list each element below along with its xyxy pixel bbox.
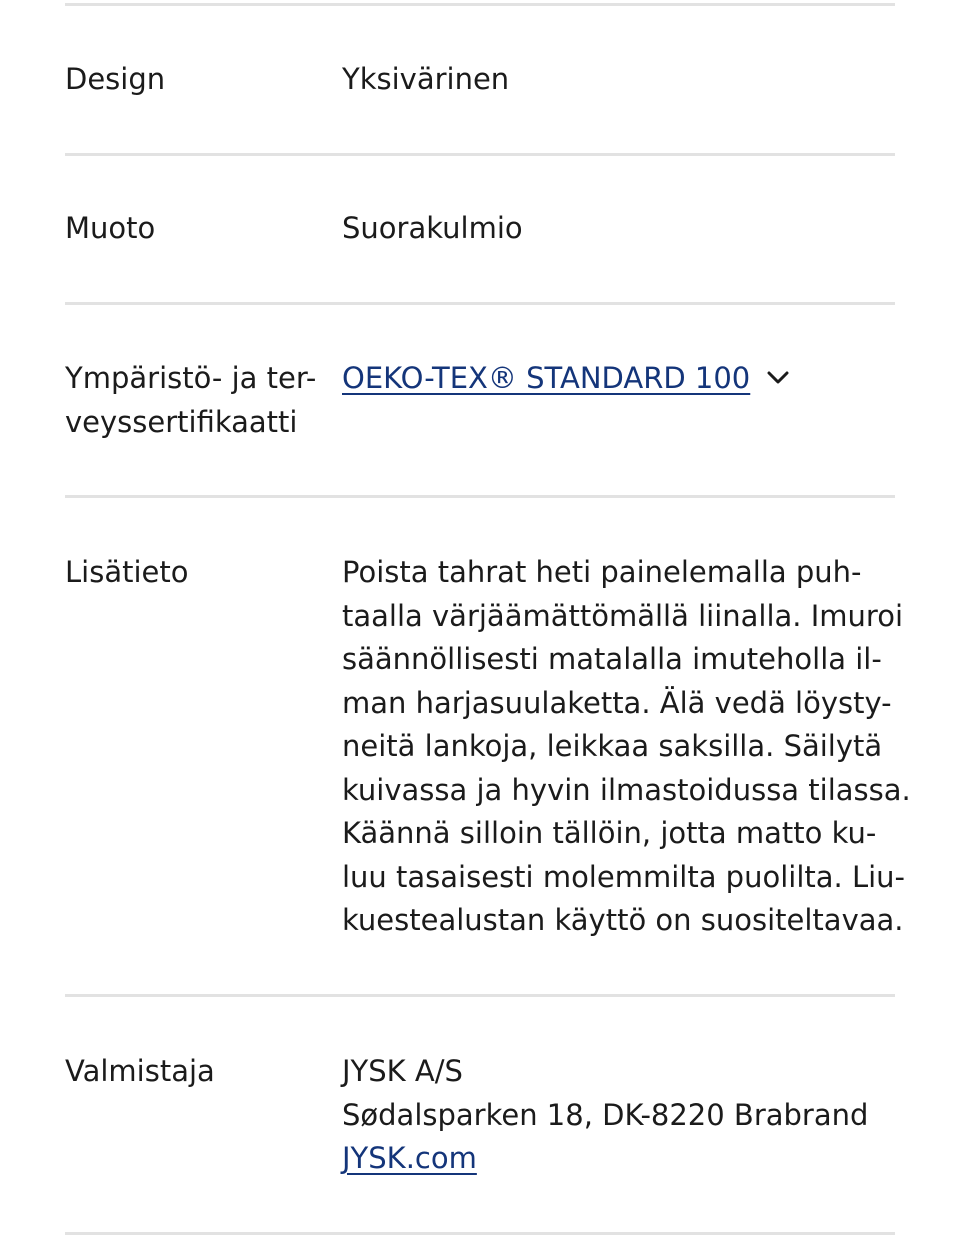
text-line: luu tasaisesti molemmilta puolilta. Liu- — [342, 859, 906, 894]
spec-value-sertifikaatti — [342, 357, 895, 401]
row-divider — [65, 153, 895, 156]
label-line: Ympäristö- ja ter- — [65, 361, 317, 395]
chevron-down-icon[interactable] — [766, 355, 790, 399]
row-divider — [65, 3, 895, 6]
spec-value-lisatieto — [342, 551, 911, 943]
spec-label-design: Design — [65, 62, 166, 96]
spec-value-design: Yksivärinen — [342, 62, 510, 96]
text-line: neitä lankoja, leikkaa saksilla. Säilytä — [342, 729, 883, 763]
label-line: veyssertifikaatti — [65, 404, 298, 439]
spec-label-sertifikaatti — [65, 357, 320, 444]
spec-label-valmistaja: Valmistaja — [65, 1054, 215, 1088]
row-divider — [65, 302, 895, 305]
row-divider — [65, 994, 895, 997]
row-divider — [65, 495, 895, 498]
text-line: Poista tahrat heti painelemalla puh- — [342, 555, 862, 589]
text-line: taalla värjäämättömällä liinalla. Imuroi — [342, 598, 904, 633]
manufacturer-website-link[interactable]: JYSK.com — [342, 1141, 477, 1175]
manufacturer-name: JYSK A/S — [342, 1054, 463, 1088]
spec-label-muoto: Muoto — [65, 211, 156, 245]
spec-label-lisatieto: Lisätieto — [65, 555, 189, 589]
text-line: säännöllisesti matalalla imuteholla il- — [342, 642, 882, 676]
text-line: man harjasuulaketta. Älä vedä löysty- — [342, 685, 892, 720]
text-line: kuestealustan käyttö on suositeltavaa. — [342, 903, 904, 937]
row-divider — [65, 1232, 895, 1235]
spec-value-valmistaja — [342, 1050, 895, 1181]
oeko-tex-link[interactable]: OEKO-TEX® STANDARD 100 — [342, 361, 751, 395]
spec-value-muoto: Suorakulmio — [342, 211, 523, 245]
text-line: Käännä silloin tällöin, jotta matto ku- — [342, 816, 877, 850]
manufacturer-address: Sødalsparken 18, DK-8220 Brabrand — [342, 1097, 869, 1132]
text-line: kuivassa ja hyvin ilmastoidussa tilassa. — [342, 772, 911, 807]
